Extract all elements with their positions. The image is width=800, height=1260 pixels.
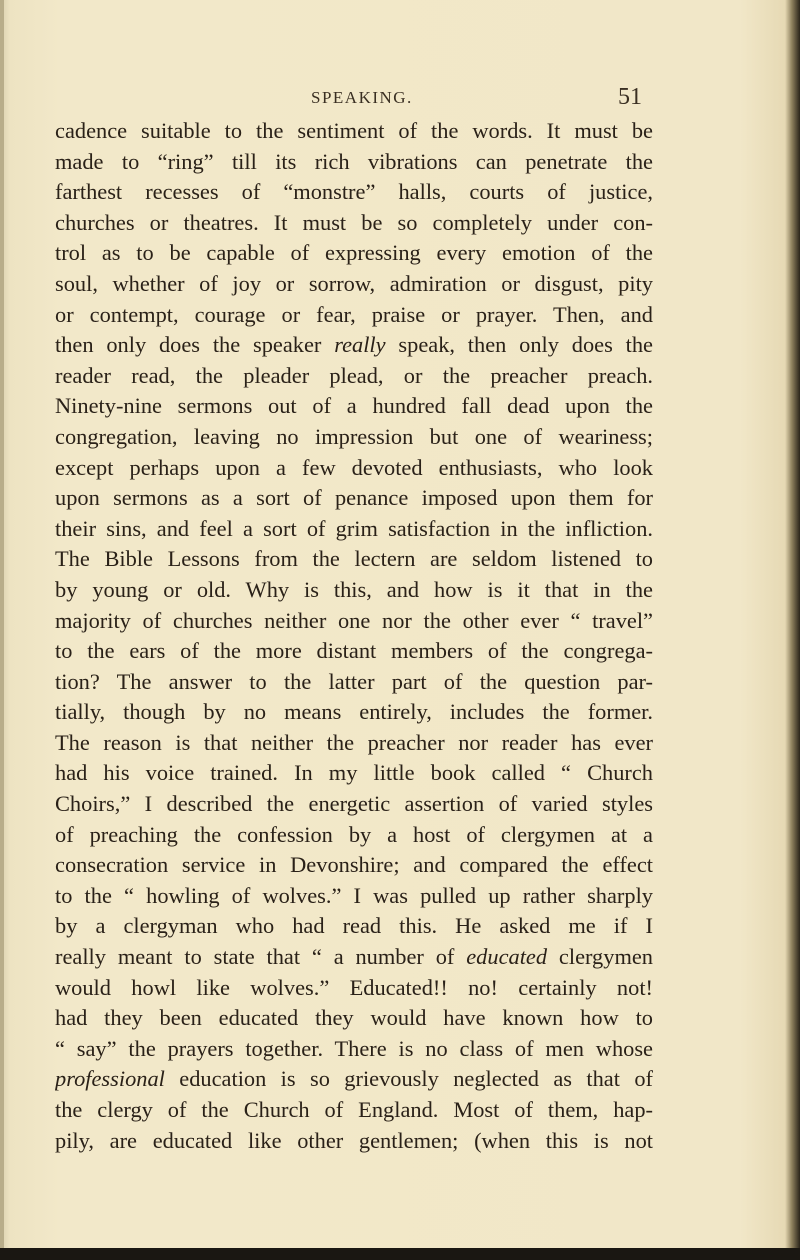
scanner-bottom-edge: [0, 1248, 800, 1260]
text-line: Ninety-nine sermons out of a hundred fall dead upon the: [55, 393, 653, 419]
text-line: The reason is that neither the preacher nor reader has ever: [55, 729, 653, 755]
text-line: reader read, the pleader plead, or the preacher preach.: [55, 362, 653, 388]
page-number: 51: [618, 84, 642, 110]
text-line: The Bible Lessons from the lectern are seldom listened to: [55, 546, 653, 572]
text-line: by young or old. Why is this, and how is it that in the: [55, 576, 653, 602]
page-left-edge: [0, 0, 4, 1260]
text-line: really meant to state that “ a number of educated clergymen: [55, 944, 653, 970]
italic-word: really: [334, 332, 386, 358]
text-line: made to “ring” till its rich vibrations can penetrate the: [55, 148, 653, 174]
text-line: upon sermons as a sort of penance imposed upon them for: [55, 485, 653, 511]
text-line: to the ears of the more distant members of the congrega-: [55, 638, 653, 664]
text-line: to the “ howling of wolves.” I was pulled up rather sharply: [55, 882, 653, 908]
text-line: cadence suitable to the sentiment of the words. It must be: [55, 118, 653, 143]
text-line: their sins, and feel a sort of grim satisfaction in the infliction.: [55, 515, 653, 541]
text-line: except perhaps upon a few devoted enthusiasts, who look: [55, 454, 653, 480]
text-line: trol as to be capable of expressing every emotion of the: [55, 240, 653, 266]
text-line: churches or theatres. It must be so completely under con-: [55, 209, 653, 235]
text-line: majority of churches neither one nor the other ever “ travel”: [55, 607, 653, 633]
text-line: tion? The answer to the latter part of the question par-: [55, 668, 653, 694]
text-line: Choirs,” I described the energetic assertion of varied styles: [55, 791, 653, 817]
text-line: soul, whether of joy or sorrow, admiration or disgust, pity: [55, 270, 653, 296]
page-header: [0, 84, 800, 114]
text-line: or contempt, courage or fear, praise or prayer. Then, and: [55, 301, 653, 327]
text-line: farthest recesses of “monstre” halls, courts of justice,: [55, 179, 653, 205]
italic-word: professional: [55, 1066, 165, 1092]
body-text: [55, 116, 653, 1156]
text-line: then only does the speaker really speak, then only does the: [55, 332, 653, 358]
text-line: tially, though by no means entirely, includes the former.: [55, 699, 653, 725]
text-line: congregation, leaving no impression but one of weariness;: [55, 423, 653, 449]
text-line: by a clergyman who had read this. He asked me if I: [55, 913, 653, 939]
text-line: had his voice trained. In my little book called “ Church: [55, 760, 653, 786]
italic-word: educated: [466, 944, 548, 970]
text-line: consecration service in Devonshire; and compared the effect: [55, 852, 653, 878]
text-line: the clergy of the Church of England. Most of them, hap-: [55, 1097, 653, 1122]
text-line: pily, are educated like other gentlemen; (when this is not: [55, 1127, 653, 1153]
running-head: SPEAKING.: [311, 88, 413, 107]
text-line: would howl like wolves.” Educated!! no! certainly not!: [55, 974, 653, 1000]
text-line: of preaching the confession by a host of clergymen at a: [55, 821, 653, 847]
text-line: “ say” the prayers together. There is no class of men whose: [55, 1035, 653, 1061]
text-line: had they been educated they would have known how to: [55, 1005, 653, 1031]
text-line: professional education is so grievously neglected as that of: [55, 1066, 653, 1092]
